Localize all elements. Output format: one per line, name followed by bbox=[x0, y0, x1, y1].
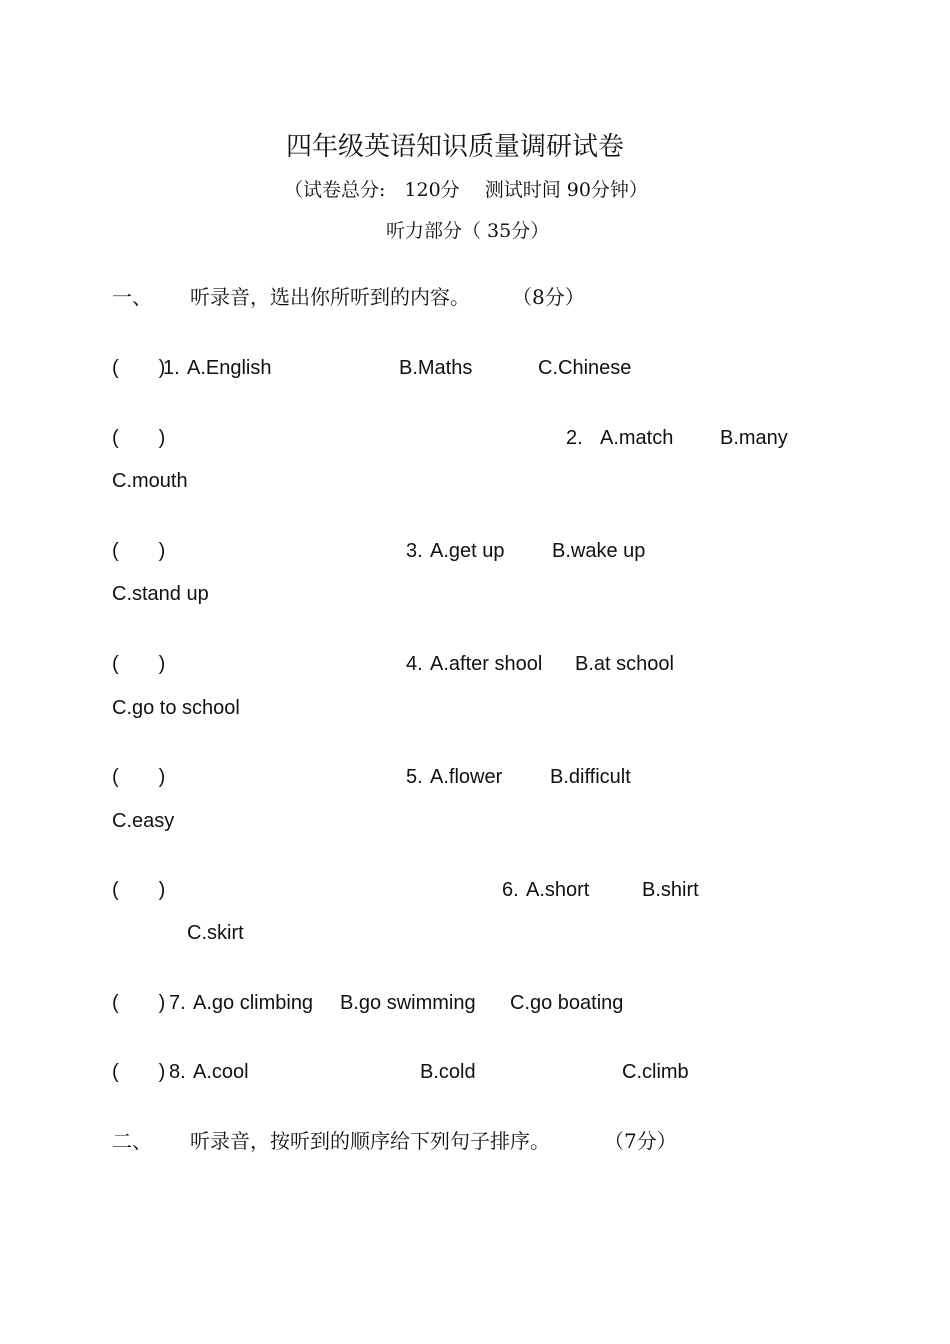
answer-bracket[interactable]: ( ) bbox=[112, 992, 166, 1014]
question-number: 4. bbox=[406, 653, 423, 675]
option-c: C.stand up bbox=[112, 583, 209, 605]
answer-bracket[interactable]: ( ) bbox=[112, 653, 166, 675]
option-b: B.shirt bbox=[642, 879, 699, 901]
section2-number: 二、 bbox=[112, 1129, 152, 1153]
option-b: B.difficult bbox=[550, 766, 631, 788]
option-b: B.many bbox=[720, 427, 788, 449]
option-c: C.Chinese bbox=[538, 357, 632, 379]
answer-bracket[interactable]: ( ) bbox=[112, 1061, 166, 1083]
option-c: C.climb bbox=[622, 1061, 689, 1083]
section2-instruction: 听录音，按听到的顺序给下列句子排序。 bbox=[190, 1129, 550, 1153]
option-c: C.skirt bbox=[187, 922, 244, 944]
option-a: A.flower bbox=[430, 766, 503, 788]
option-a: A.English bbox=[187, 357, 272, 379]
part-heading: 听力部分（ 35分） bbox=[386, 220, 550, 242]
option-c: C.go to school bbox=[112, 697, 240, 719]
exam-title: 四年级英语知识质量调研试卷 bbox=[286, 132, 625, 162]
option-b: B.wake up bbox=[552, 540, 646, 562]
question-number: 6. bbox=[502, 879, 519, 901]
option-b: B.Maths bbox=[399, 357, 473, 379]
option-a: A.after shool bbox=[430, 653, 543, 675]
section1-instruction: 听录音，选出你所听到的内容。 bbox=[190, 285, 470, 309]
option-c: C.go boating bbox=[510, 992, 624, 1014]
option-a: A.go climbing bbox=[193, 992, 314, 1014]
answer-bracket[interactable]: ( ) bbox=[112, 540, 166, 562]
question-number: 8. bbox=[169, 1061, 186, 1083]
option-a: A.short bbox=[526, 879, 590, 901]
section2-points: （7分） bbox=[604, 1129, 677, 1153]
answer-bracket[interactable]: ( ) bbox=[112, 357, 166, 379]
question-number: 3. bbox=[406, 540, 423, 562]
score-info: （试卷总分: 120分 测试时间 90分钟） bbox=[284, 179, 648, 201]
option-c: C.easy bbox=[112, 810, 175, 832]
answer-bracket[interactable]: ( ) bbox=[112, 427, 166, 449]
section1-points: （8分） bbox=[512, 285, 585, 309]
option-a: A.cool bbox=[193, 1061, 249, 1083]
option-c: C.mouth bbox=[112, 470, 188, 492]
section1-number: 一、 bbox=[112, 285, 152, 309]
answer-bracket[interactable]: ( ) bbox=[112, 879, 166, 901]
question-number: 5. bbox=[406, 766, 423, 788]
option-a: A.get up bbox=[430, 540, 505, 562]
option-a: A.match bbox=[600, 427, 674, 449]
option-b: B.cold bbox=[420, 1061, 476, 1083]
question-number: 2. bbox=[566, 427, 583, 449]
question-number: 7. bbox=[169, 992, 186, 1014]
option-b: B.go swimming bbox=[340, 992, 476, 1014]
question-number: 1. bbox=[163, 357, 180, 379]
option-b: B.at school bbox=[575, 653, 674, 675]
answer-bracket[interactable]: ( ) bbox=[112, 766, 166, 788]
